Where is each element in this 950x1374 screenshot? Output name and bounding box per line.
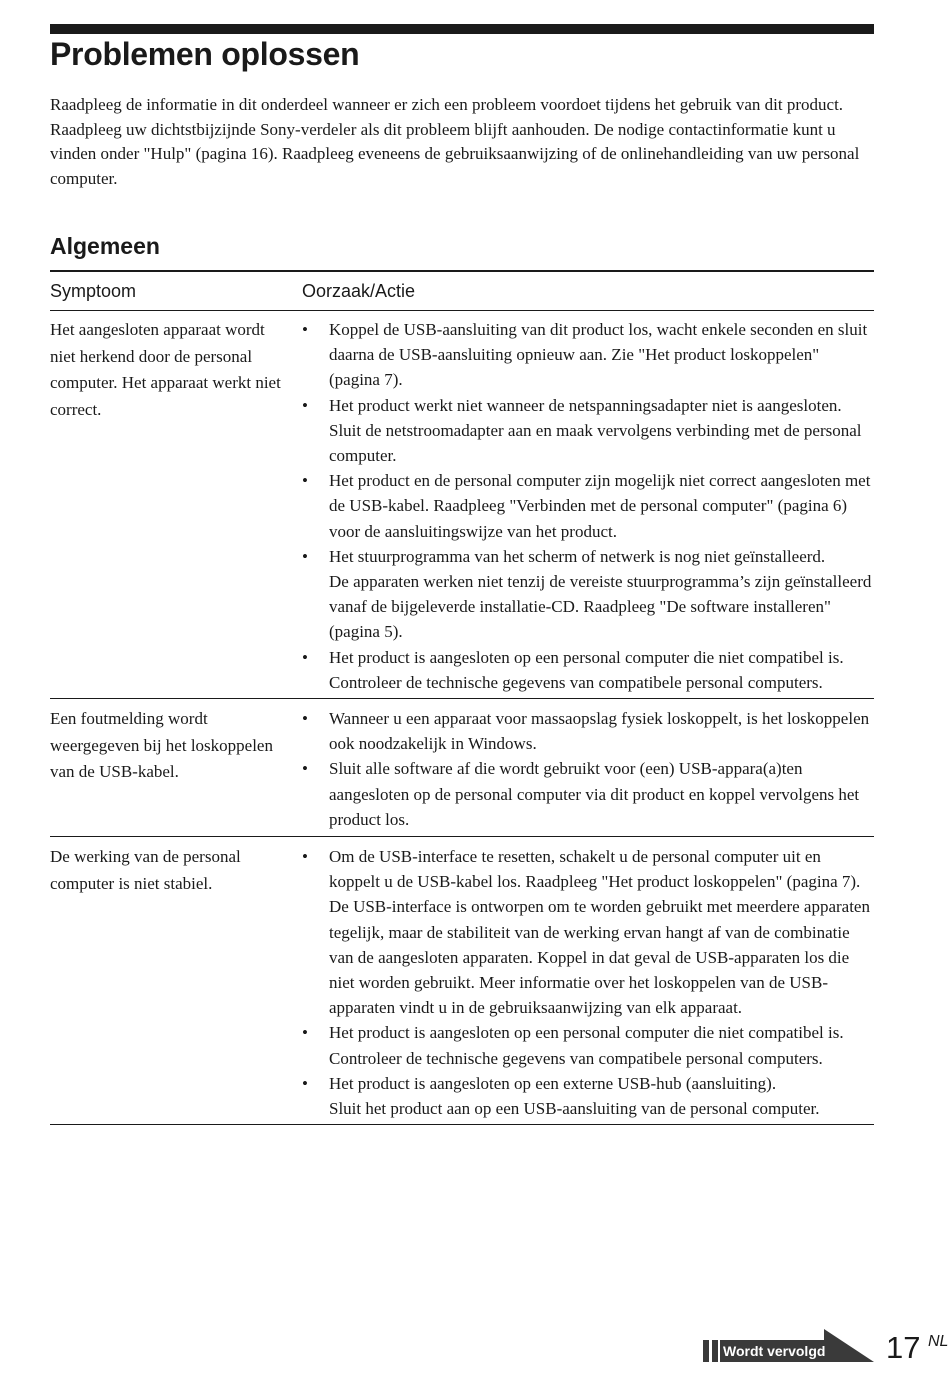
symptom-cell: De werking van de personal computer is niet stabiel. bbox=[50, 847, 241, 893]
table-header bbox=[50, 272, 874, 311]
continued-marker-bars bbox=[703, 1340, 719, 1362]
page-number: 17 bbox=[886, 1330, 921, 1365]
table-row bbox=[50, 699, 874, 837]
troubleshooting-table bbox=[50, 270, 874, 1125]
symptom-cell: Het aangesloten apparaat wordt niet herkend door de personal computer. Het apparaat werkt niet correct. bbox=[50, 320, 281, 419]
list-item: • Het product is aangesloten op een personal computer die niet compatibel is. Controleer de technische gegevens van compatibele personal computers. bbox=[302, 1020, 874, 1070]
cause-list bbox=[302, 706, 874, 832]
list-item: • Het product is aangesloten op een externe USB-hub (aansluiting). Sluit het product aan op een USB-aansluiting van de personal computer. bbox=[302, 1071, 874, 1121]
cause-cell bbox=[302, 317, 874, 695]
column-header-cause: Oorzaak/Actie bbox=[302, 280, 416, 301]
list-item: • Het stuurprogramma van het scherm of netwerk is nog niet geïnstalleerd. De apparaten werken niet tenzij de vereiste stuurprogramma’s zijn geïnstalleerd vanaf de bijgeleverde installatie-CD. Raadpleeg "De software installeren" (pagina 5). bbox=[302, 544, 874, 645]
language-code: NL bbox=[928, 1333, 949, 1350]
header-rule bbox=[50, 24, 874, 34]
symptom-cell: Een foutmelding wordt weergegeven bij het loskoppelen van de USB-kabel. bbox=[50, 709, 273, 782]
list-item: • Koppel de USB-aansluiting van dit product los, wacht enkele seconden en sluit daarna de USB-aansluiting opnieuw aan. Zie "Het product loskoppelen" (pagina 7). bbox=[302, 317, 874, 393]
list-item: • Het product werkt niet wanneer de netspanningsadapter niet is aangesloten. Sluit de netstroomadapter aan en maak vervolgens verbinding met de personal computer. bbox=[302, 393, 874, 469]
list-item: • Sluit alle software af die wordt gebruikt voor (een) USB-appara(a)ten aangesloten op de personal computer via dit product en koppel vervolgens het product los. bbox=[302, 756, 874, 832]
table-row bbox=[50, 837, 874, 1125]
cause-list bbox=[302, 844, 874, 1121]
cause-cell bbox=[302, 844, 874, 1121]
section-title: Algemeen bbox=[50, 233, 160, 259]
table-row bbox=[50, 311, 874, 699]
continued-label: Wordt vervolgd bbox=[723, 1343, 826, 1359]
cause-list bbox=[302, 317, 874, 695]
list-item: • Om de USB-interface te resetten, schakelt u de personal computer uit en koppelt u de USB-kabel los. Raadpleeg "Het product loskoppelen" (pagina 7). De USB-interface is ontworpen om te worden gebruikt met meerdere apparaten tegelijk, maar de stabiliteit van de werking ervan hangt af van de combinatie van de aangesloten apparaten. Koppel in dat geval de USB-apparaten los die niet worden gebruikt. Meer informatie over het loskoppelen van de USB-apparaten vindt u in de gebruiksaanwijzing van elk apparaat. bbox=[302, 844, 874, 1020]
cause-cell bbox=[302, 706, 874, 832]
column-header-symptom: Symptoom bbox=[50, 280, 137, 301]
list-item: • Het product is aangesloten op een personal computer die niet compatibel is. Controleer de technische gegevens van compatibele personal computers. bbox=[302, 645, 874, 695]
list-item: • Wanneer u een apparaat voor massaopslag fysiek loskoppelt, is het loskoppelen ook noodzakelijk in Windows. bbox=[302, 706, 874, 756]
list-item: • Het product en de personal computer zijn mogelijk niet correct aangesloten met de USB-kabel. Raadpleeg "Verbinden met de personal computer" (pagina 6) voor de aansluitingswijze van het product. bbox=[302, 468, 874, 544]
intro-paragraph: Raadpleeg de informatie in dit onderdeel wanneer er zich een probleem voordoet tijdens het gebruik van dit product. Raadpleeg uw dichtstbijzijnde Sony-verdeler als dit probleem blijft aanhouden. De nodige contactinformatie kunt u vinden onder "Hulp" (pagina 16). Raadpleeg eveneens de gebruiksaanwijzing of de onlinehandleiding van uw personal computer. bbox=[50, 95, 860, 188]
page-title: Problemen oplossen bbox=[50, 36, 360, 72]
